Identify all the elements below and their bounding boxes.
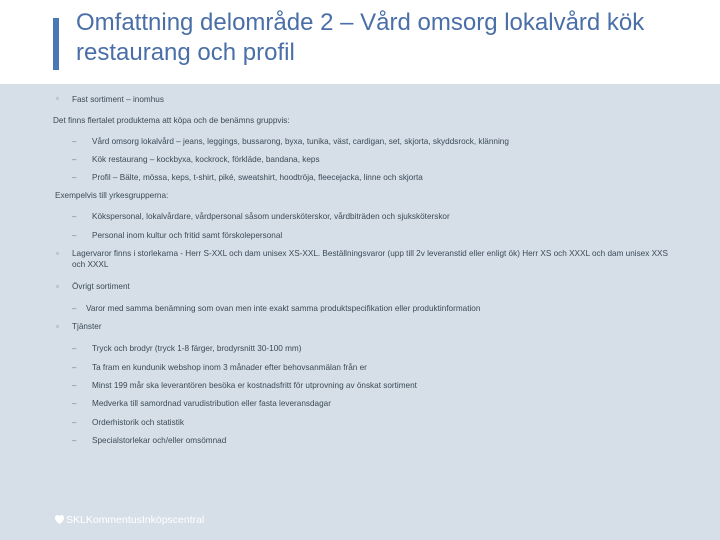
- grupp-item: Kök restaurang – kockbyxa, kockrock, förkläde, bandana, keps: [92, 155, 320, 164]
- dash-marker: –: [72, 344, 77, 353]
- dash-marker: –: [72, 212, 77, 221]
- yrke-item: Kökspersonal, lokalvårdare, vårdpersonal såsom undersköterskor, vårdbiträden och sjuksköterskor: [92, 212, 450, 221]
- dash-marker: –: [72, 418, 77, 427]
- grupp-item: Vård omsorg lokalvård – jeans, leggings, bussarong, byxa, tunika, väst, cardigan, set, skjorta, skyddsrock, klänning: [92, 137, 509, 146]
- dash-marker: –: [72, 304, 77, 313]
- tjanst-item: Ta fram en kundunik webshop inom 3 månader efter behovsanmälan från er: [92, 363, 367, 372]
- dash-marker: –: [72, 436, 77, 445]
- bullet-marker: ▫: [56, 249, 59, 258]
- tjanst-item: Orderhistorik och statistik: [92, 418, 184, 427]
- bullet-marker: ▫: [56, 322, 59, 331]
- ovrigt-text: Varor med samma benämning som ovan men inte exakt samma produktspecifikation eller produktinformation: [86, 304, 481, 313]
- ovrigt-rubrik: Övrigt sortiment: [72, 282, 130, 291]
- dash-marker: –: [72, 173, 77, 182]
- dash-marker: –: [72, 231, 77, 240]
- tjanst-item: Tryck och brodyr (tryck 1-8 färger, brodyrsnitt 30-100 mm): [92, 344, 302, 353]
- tjanst-item: Minst 199 mår ska leverantören besöka er kostnadsfritt för utprovning av önskat sortiment: [92, 381, 417, 390]
- tjanster-rubrik: Tjänster: [72, 322, 102, 331]
- title-accent-bar: [53, 18, 59, 70]
- bullet-marker: ▫: [56, 282, 59, 291]
- dash-marker: –: [72, 137, 77, 146]
- grupp-item: Profil – Bälte, mössa, keps, t-shirt, piké, sweatshirt, hoodtröja, fleecejacka, linne och skjorta: [92, 173, 423, 182]
- dash-marker: –: [72, 363, 77, 372]
- yrke-item: Personal inom kultur och fritid samt förskolepersonal: [92, 231, 283, 240]
- bullet-marker: ▫: [56, 94, 59, 103]
- dash-marker: –: [72, 155, 77, 164]
- bullet-fast-sortiment: Fast sortiment – inomhus: [72, 95, 164, 104]
- intro-produkter: Det finns flertalet produktema att köpa och de benämns gruppvis:: [53, 116, 290, 125]
- title-band: [0, 0, 720, 84]
- tjanst-item: Specialstorlekar och/eller omsömnad: [92, 436, 227, 445]
- intro-yrken: Exempelvis till yrkesgrupperna:: [55, 191, 169, 200]
- dash-marker: –: [72, 399, 77, 408]
- heart-icon: [55, 515, 64, 525]
- dash-marker: –: [72, 381, 77, 390]
- skl-logo: [55, 514, 204, 526]
- tjanst-item: Medverka till samordnad varudistribution eller fasta leveransdagar: [92, 399, 331, 408]
- slide-title: Omfattning delområde 2 – Vård omsorg lokalvård kök restaurang och profil: [76, 9, 645, 66]
- lagervaror-text: Lagervaror finns i storlekarna - Herr S-XXL och dam unisex XS-XXL. Beställningsvaror (upp till 2v leveranstid eller enligt ök) Herr XS och XXXL och dam unisex XXS och XXXL: [72, 249, 668, 269]
- logo-text: SKLKommentusInköpscentral: [66, 514, 205, 526]
